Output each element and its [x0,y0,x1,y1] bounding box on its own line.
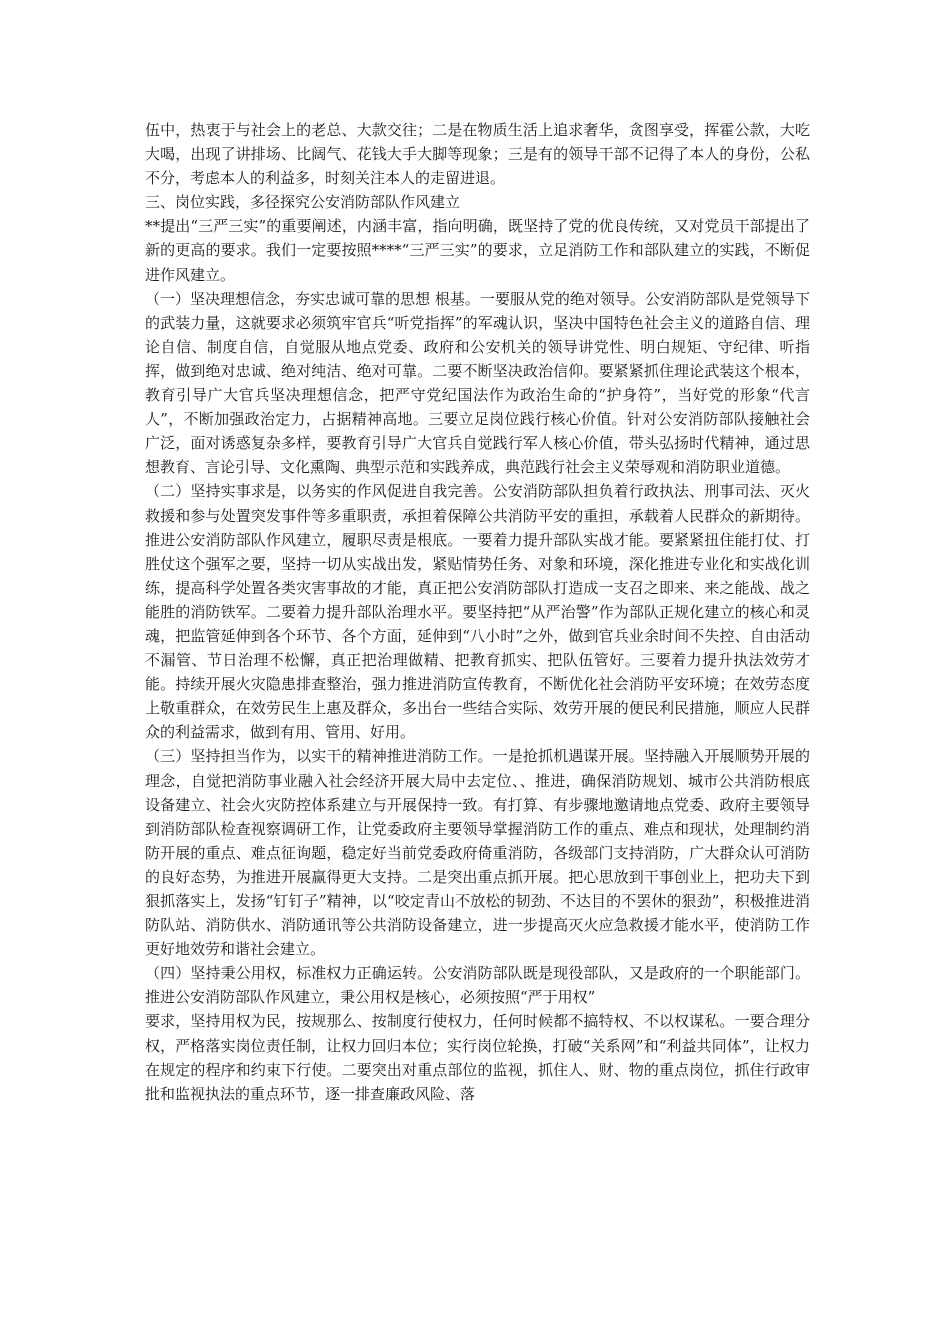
paragraph-item-1: （一）坚决理想信念，夯实忠诚可靠的思想 根基。一要服从党的绝对领导。公安消防部队是党领导下的武装力量，这就要求必须筑牢官兵“听党指挥”的军魂认识，坚决中国特色社会主义的道路自信、理论自信、制度自信，自觉服从地点党委、政府和公安机关的领导讲党性、明白规矩、守纪律、听指挥，做到绝对忠诚、绝对纯洁、绝对可靠。二要不断坚决政治信仰。要紧紧抓住理论武装这个根本，教育引导广大官兵坚决理想信念，把严守党纪国法作为政治生命的“护身符”，当好党的形象“代言人”，不断加强政治定力，占据精神高地。三要立足岗位践行核心价值。针对公安消防部队接触社会广泛，面对诱惑复杂多样，要教育引导广大官兵自觉践行军人核心价值，带头弘扬时代精神，通过思想教育、言论引导、文化熏陶、典型示范和实践养成，典范践行社会主义荣辱观和消防职业道德。 [145,289,810,477]
paragraph-continuation: 伍中，热衷于与社会上的老总、大款交往；二是在物质生活上追求奢华，贪图享受，挥霍公款，大吃大喝，出现了讲排场、比阔气、花钱大手大脚等现象；三是有的领导干部不记得了本人的身份，公私不分，考虑本人的利益多，时刻关注本人的走留进退。 [145,121,810,188]
paragraph-item-3: （三）坚持担当作为，以实干的精神推进消防工作。一是抢抓机遇谋开展。坚持融入开展顺势开展的理念，自觉把消防事业融入社会经济开展大局中去定位、、推进，确保消防规划、城市公共消防根底设备建立、社会火灾防控体系建立与开展保持一致。有打算、有步骤地邀请地点党委、政府主要领导到消防部队检查视察调研工作，让党委政府主要领导掌握消防工作的重点、难点和现状，处理制约消防开展的重点、难点征询题，稳定好当前党委政府倚重消防，各级部门支持消防，广大群众认可消防的良好态势，为推进开展赢得更大支持。二是突出重点抓开展。把心思放到干事创业上，把功夫下到狠抓落实上，发扬“钉钉子”精神，以“咬定青山不放松的韧劲、不达目的不罢休的狠劲”，积极推进消防队站、消防供水、消防通讯等公共消防设备建立，进一步提高灭火应急救援才能水平，使消防工作更好地效劳和谐社会建立。 [145,747,810,959]
document-body [145,118,810,1106]
section-heading: 三、岗位实践，多径探究公安消防部队作风建立 [145,193,461,212]
paragraph-intro: **提出“三严三实”的重要阐述，内涵丰富，指向明确，既坚持了党的优良传统，又对党员干部提出了新的更高的要求。我们一定要按照****“三严三实”的要求，立足消防工作和部队建立的实践，不断促进作风建立。 [145,217,810,284]
paragraph-item-2: （二）坚持实事求是，以务实的作风促进自我完善。公安消防部队担负着行政执法、刑事司法、灭火救援和参与处置突发事件等多重职责，承担着保障公共消防平安的重担，承载着人民群众的新期待。推进公安消防部队作风建立，履职尽责是根底。一要着力提升部队实战才能。要紧紧扭住能打仗、打胜仗这个强军之要，坚持一切从实战出发，紧贴情势任务、对象和环境，深化推进专业化和实战化训练，提高科学处置各类灾害事故的才能，真正把公安消防部队打造成一支召之即来、来之能战、战之能胜的消防铁军。二要着力提升部队治理水平。要坚持把“从严治警”作为部队正规化建立的核心和灵魂，把监管延伸到各个环节、各个方面，延伸到“八小时”之外，做到官兵业余时间不失控、自由活动不漏管、节日治理不松懈，真正把治理做精、把教育抓实、把队伍管好。三要着力提升执法效劳才能。持续开展火灾隐患排查整治，强力推进消防宣传教育，不断优化社会消防平安环境；在效劳态度上敬重群众，在效劳民生上惠及群众，多出台一些结合实际、效劳开展的便民利民措施，顺应人民群众的利益需求，做到有用、管用、好用。 [145,482,810,742]
paragraph-item-4-continued: 要求，坚持用权为民，按规那么、按制度行使权力，任何时候都不搞特权、不以权谋私。一要合理分权，严格落实岗位责任制，让权力回归本位；实行岗位轮换，打破“关系网”和“利益共同体”，让权力在规定的程序和约束下行使。二要突出对重点部位的监视，抓住人、财、物的重点岗位，抓住行政审批和监视执法的重点环节，逐一排查廉政风险、落 [145,1012,810,1103]
paragraph-item-4: （四）坚持秉公用权，标准权力正确运转。公安消防部队既是现役部队，又是政府的一个职能部门。推进公安消防部队作风建立，秉公用权是核心，必须按照“严于用权” [145,964,810,1007]
